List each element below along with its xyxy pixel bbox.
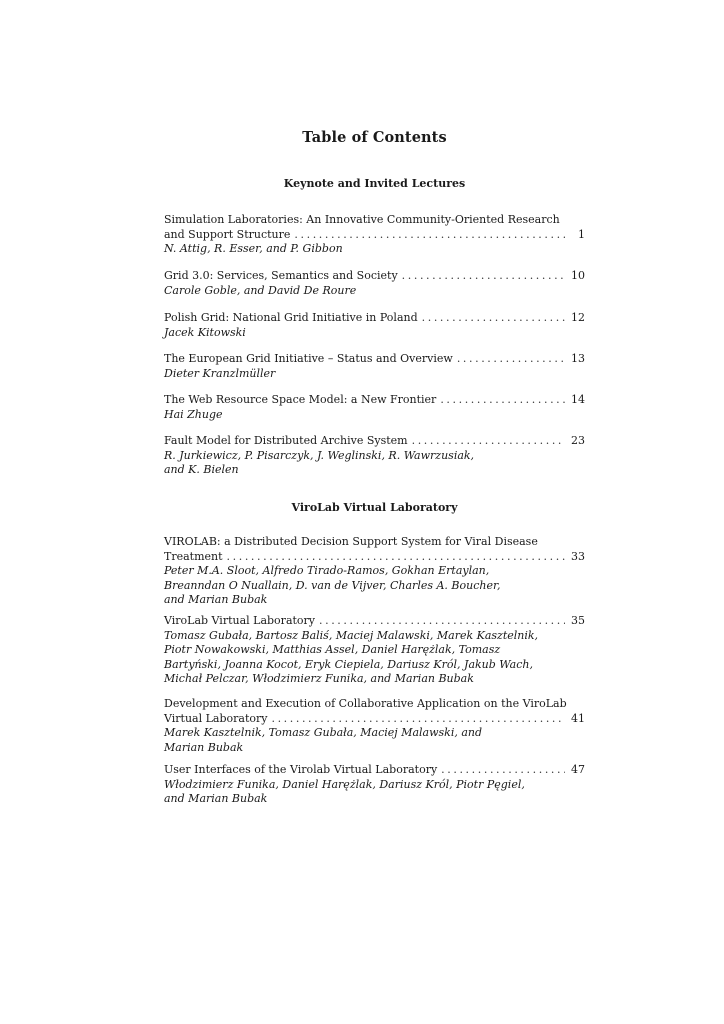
page-number: 41 (571, 711, 585, 725)
entry-title: Virtual Laboratory (164, 711, 268, 725)
entry-title-row (164, 393, 585, 408)
toc-entry[interactable] (164, 763, 585, 807)
toc-entry[interactable] (164, 434, 585, 478)
entry-title-row (164, 352, 585, 367)
dot-leader (422, 311, 565, 326)
toc-entry[interactable] (164, 697, 585, 755)
entry-title-row (164, 712, 585, 727)
page-number: 33 (571, 549, 585, 563)
page-number: 1 (578, 227, 585, 241)
dot-leader (412, 434, 565, 449)
entry-authors: Tomasz Gubała, Bartosz Baliś, Maciej Malawski, Marek Kasztelnik, (164, 628, 539, 642)
entry-authors: Marian Bubak (164, 740, 244, 754)
page-number: 35 (571, 614, 585, 627)
entry-authors: and K. Bielen (164, 463, 239, 477)
entry-authors: N. Attig, R. Esser, and P. Gibbon (164, 242, 343, 256)
dot-leader (441, 763, 565, 778)
entry-title-row (164, 763, 585, 778)
entry-authors: Michał Pelczar, Włodzimierz Funika, and Marian Bubak (164, 672, 474, 686)
page-number: 47 (571, 763, 585, 776)
entry-title-row (164, 614, 585, 629)
entry-authors: Dieter Kranzlmüller (164, 366, 276, 380)
entry-authors: and Marian Bubak (164, 792, 268, 806)
entry-title-line: Simulation Laboratories: An Innovative Community-Oriented Research (164, 213, 560, 226)
dot-leader (319, 614, 565, 629)
page-number: 14 (571, 393, 585, 406)
entry-title-row (164, 228, 585, 243)
page-number: 23 (571, 434, 585, 447)
entry-title-row (164, 550, 585, 565)
entry-authors: Bartyński, Joanna Kocot, Eryk Ciepiela, Dariusz Król, Jakub Wach, (164, 657, 533, 671)
toc-entry[interactable] (164, 352, 585, 381)
entry-title: The European Grid Initiative – Status and Overview (164, 352, 453, 365)
page-number: 13 (571, 352, 585, 365)
dot-leader (271, 712, 565, 727)
entry-title-line: Development and Execution of Collaborative Application on the ViroLab (164, 697, 567, 710)
entry-authors: Piotr Nowakowski, Matthias Assel, Daniel Harężlak, Tomasz (164, 643, 501, 657)
toc-entry[interactable] (164, 311, 585, 340)
entry-title: Treatment (164, 549, 223, 563)
entry-authors: Peter M.A. Sloot, Alfredo Tirado-Ramos, Gokhan Ertaylan, (164, 564, 490, 578)
toc-entry[interactable] (164, 269, 585, 298)
entry-title: Polish Grid: National Grid Initiative in Poland (164, 311, 418, 324)
dot-leader (402, 269, 565, 284)
toc-entry[interactable] (164, 393, 585, 422)
entry-title-row (164, 434, 585, 449)
entry-title: The Web Resource Space Model: a New Frontier (164, 393, 437, 406)
dot-leader (440, 393, 565, 408)
page-title: Table of Contents (302, 129, 447, 146)
entry-authors: Marek Kasztelnik, Tomasz Gubała, Maciej Malawski, and (164, 726, 483, 740)
entry-authors: R. Jurkiewicz, P. Pisarczyk, J. Weglinski, R. Wawrzusiak, (164, 448, 475, 462)
entry-title: Fault Model for Distributed Archive System (164, 434, 408, 447)
entry-title-row (164, 311, 585, 326)
entry-title: ViroLab Virtual Laboratory (164, 614, 316, 627)
entry-authors: Włodzimierz Funika, Daniel Harężlak, Dariusz Król, Piotr Pęgiel, (164, 777, 525, 791)
dot-leader (457, 352, 565, 367)
entry-authors: Carole Goble, and David De Roure (164, 283, 357, 297)
entry-authors: Breanndan O Nuallain, D. van de Vijver, Charles A. Boucher, (164, 578, 501, 592)
entry-authors: Hai Zhuge (164, 407, 223, 421)
page-number: 10 (571, 269, 585, 282)
entry-title: User Interfaces of the Virolab Virtual Laboratory (164, 763, 438, 776)
dot-leader (227, 550, 565, 565)
section-heading-virolab: ViroLab Virtual Laboratory (291, 501, 458, 514)
entry-title-line: VIROLAB: a Distributed Decision Support System for Viral Disease (164, 535, 538, 548)
entry-title-row (164, 269, 585, 284)
page-number: 12 (571, 311, 585, 324)
toc-entry[interactable] (164, 614, 585, 687)
section-heading-keynote: Keynote and Invited Lectures (283, 177, 466, 190)
entry-authors: Jacek Kitowski (164, 325, 246, 339)
toc-entry[interactable] (164, 213, 585, 257)
toc-entry[interactable] (164, 535, 585, 608)
entry-authors: and Marian Bubak (164, 593, 268, 607)
entry-title: Grid 3.0: Services, Semantics and Society (164, 269, 398, 282)
dot-leader (294, 228, 565, 243)
entry-title: and Support Structure (164, 227, 291, 241)
